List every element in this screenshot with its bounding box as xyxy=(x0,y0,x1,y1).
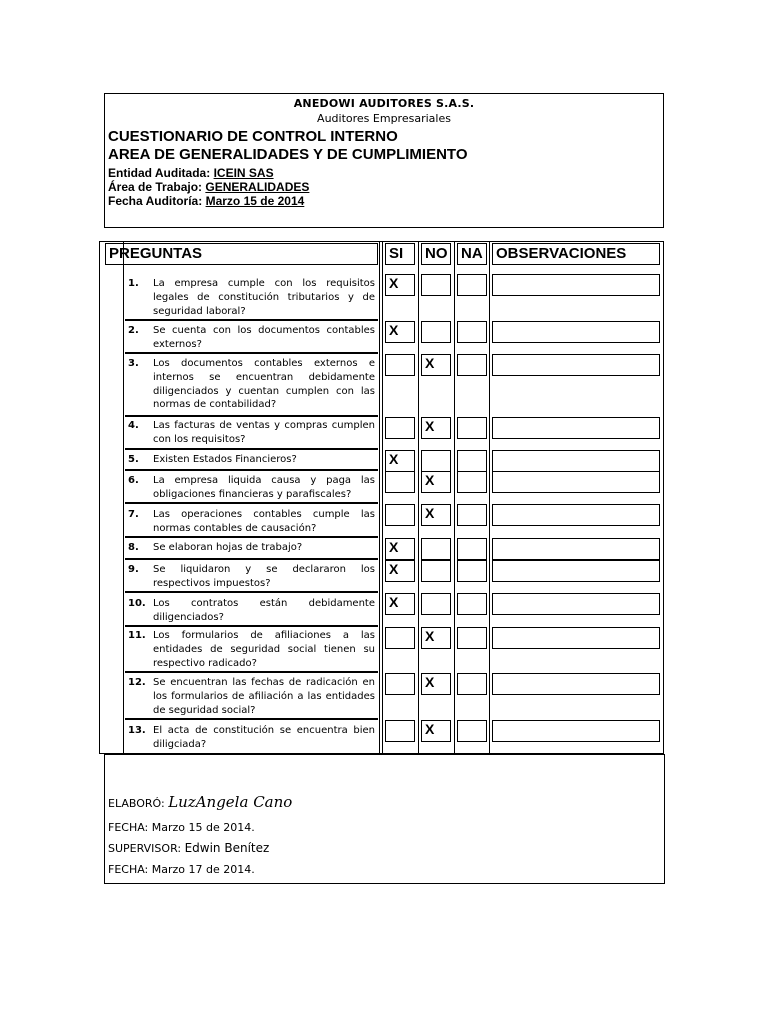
observation-field xyxy=(492,274,660,296)
row-separator xyxy=(125,502,378,504)
observation-field xyxy=(492,593,660,615)
answer-si-box: X xyxy=(385,560,415,582)
answer-si-box xyxy=(385,471,415,493)
answer-si-box: X xyxy=(385,538,415,560)
question-text: Existen Estados Financieros? xyxy=(153,454,297,465)
observation-field xyxy=(492,417,660,439)
answer-na-box xyxy=(457,627,487,649)
answer-no-box xyxy=(421,274,451,296)
observation-field xyxy=(492,471,660,493)
area-title: AREA DE GENERALIDADES Y DE CUMPLIMIENTO xyxy=(108,146,468,163)
row-separator xyxy=(125,591,378,593)
document-header xyxy=(104,93,664,228)
answer-na-box xyxy=(457,321,487,343)
answer-si-box: X xyxy=(385,321,415,343)
answer-si-box xyxy=(385,627,415,649)
column-rule xyxy=(123,242,124,753)
observation-field xyxy=(492,321,660,343)
row-separator xyxy=(125,558,378,560)
question-number: 12. xyxy=(128,677,146,688)
company-name: ANEDOWI AUDITORES S.A.S. xyxy=(293,97,475,110)
column-rule xyxy=(382,242,383,753)
answer-si-box xyxy=(385,673,415,695)
answer-na-box xyxy=(457,354,487,376)
header-si: SI xyxy=(385,243,415,265)
row-separator xyxy=(125,536,378,538)
observation-field xyxy=(492,538,660,560)
entity-label: Entidad Auditada: xyxy=(108,166,214,180)
answer-no-box xyxy=(421,450,451,472)
questionnaire-title: CUESTIONARIO DE CONTROL INTERNO xyxy=(108,128,398,145)
row-separator xyxy=(125,352,378,354)
question-number: 7. xyxy=(128,509,139,520)
answer-no-box xyxy=(421,321,451,343)
observation-field xyxy=(492,560,660,582)
question-text: El acta de constitución se encuentra bien diligciada? xyxy=(153,725,375,750)
row-separator xyxy=(125,625,378,627)
answer-si-box: X xyxy=(385,274,415,296)
answer-si-box: X xyxy=(385,593,415,615)
elaboro-signature: LuzAngela Cano xyxy=(168,793,293,811)
question-number: 2. xyxy=(128,325,139,336)
observation-field xyxy=(492,627,660,649)
answer-na-box xyxy=(457,417,487,439)
answer-na-box xyxy=(457,593,487,615)
answer-no-box: X xyxy=(421,471,451,493)
row-separator xyxy=(125,448,378,450)
date-line xyxy=(108,194,663,208)
answer-na-box xyxy=(457,471,487,493)
signature-block xyxy=(104,754,665,884)
area-line xyxy=(108,180,663,194)
column-rule xyxy=(489,242,490,753)
area-value: GENERALIDADES xyxy=(205,180,310,194)
questions-table xyxy=(99,241,664,754)
answer-no-box xyxy=(421,538,451,560)
column-rule xyxy=(379,242,380,753)
header-preguntas: PREGUNTAS xyxy=(105,243,378,265)
answer-na-box xyxy=(457,560,487,582)
row-separator xyxy=(125,469,378,471)
observation-field xyxy=(492,354,660,376)
answer-no-box xyxy=(421,560,451,582)
question-text: Se liquidaron y se declararon los respectivos impuestos? xyxy=(153,564,375,589)
row-separator xyxy=(125,415,378,417)
question-text: La empresa liquida causa y paga las obligaciones financieras y parafiscales? xyxy=(153,475,375,500)
answer-na-box xyxy=(457,673,487,695)
answer-no-box: X xyxy=(421,720,451,742)
header-na: NA xyxy=(457,243,487,265)
company-subtitle: Auditores Empresariales xyxy=(317,112,451,125)
date-value: Marzo 15 de 2014 xyxy=(205,194,305,208)
supervisor-signature: Edwin Benítez xyxy=(184,841,270,855)
fecha-elaboro: FECHA: Marzo 15 de 2014. xyxy=(108,821,255,834)
elaboro-line xyxy=(108,793,292,811)
question-number: 4. xyxy=(128,420,139,431)
elaboro-label: ELABORÓ: xyxy=(108,797,169,810)
observation-field xyxy=(492,673,660,695)
answer-na-box xyxy=(457,274,487,296)
question-text: La empresa cumple con los requisitos legales de constitución tributarios y de seguridad laboral? xyxy=(153,278,375,317)
row-separator xyxy=(125,718,378,720)
header-observaciones: OBSERVACIONES xyxy=(492,243,660,265)
question-number: 3. xyxy=(128,358,139,369)
answer-no-box: X xyxy=(421,627,451,649)
row-separator xyxy=(125,671,378,673)
observation-field xyxy=(492,504,660,526)
answer-si-box xyxy=(385,720,415,742)
question-text: Las facturas de ventas y compras cumplen con los requisitos? xyxy=(153,420,375,445)
date-label: Fecha Auditoría: xyxy=(108,194,206,208)
observation-field xyxy=(492,720,660,742)
question-text: Los contratos están debidamente diligenciados? xyxy=(153,598,375,623)
question-number: 1. xyxy=(128,278,139,289)
answer-no-box: X xyxy=(421,417,451,439)
row-separator xyxy=(125,319,378,321)
question-text: Se encuentran las fechas de radicación en los formularios de afiliación a las entidades de seguridad social? xyxy=(153,677,375,716)
answer-no-box: X xyxy=(421,354,451,376)
question-text: Los documentos contables externos e internos se encuentran debidamente diligenciados y cuentan cumplen con las normas de contabilidad? xyxy=(153,358,375,411)
answer-no-box xyxy=(421,593,451,615)
answer-no-box: X xyxy=(421,673,451,695)
answer-na-box xyxy=(457,720,487,742)
question-text: Se elaboran hojas de trabajo? xyxy=(153,542,303,553)
question-number: 5. xyxy=(128,454,139,465)
answer-na-box xyxy=(457,538,487,560)
answer-na-box xyxy=(457,504,487,526)
answer-si-box xyxy=(385,504,415,526)
question-number: 6. xyxy=(128,475,139,486)
fecha-supervisor: FECHA: Marzo 17 de 2014. xyxy=(108,863,255,876)
question-number: 11. xyxy=(128,630,146,641)
column-rule xyxy=(418,242,419,753)
answer-si-box: X xyxy=(385,450,415,472)
question-text: Las operaciones contables cumple las normas contables de causación? xyxy=(153,509,375,534)
question-number: 9. xyxy=(128,564,139,575)
question-number: 8. xyxy=(128,542,139,553)
answer-si-box xyxy=(385,354,415,376)
answer-si-box xyxy=(385,417,415,439)
area-label: Área de Trabajo: xyxy=(108,180,206,194)
column-rule xyxy=(454,242,455,753)
question-text: Los formularios de afiliaciones a las entidades de seguridad social tienen su respectivo radicado? xyxy=(153,630,375,669)
supervisor-line xyxy=(108,841,269,855)
observation-field xyxy=(492,450,660,472)
answer-na-box xyxy=(457,450,487,472)
entity-value: ICEIN SAS xyxy=(213,166,274,180)
question-text: Se cuenta con los documentos contables externos? xyxy=(153,325,375,350)
question-number: 13. xyxy=(128,725,146,736)
question-number: 10. xyxy=(128,598,146,609)
header-no: NO xyxy=(421,243,451,265)
answer-no-box: X xyxy=(421,504,451,526)
supervisor-label: SUPERVISOR: xyxy=(108,842,185,855)
entity-line xyxy=(108,166,663,180)
